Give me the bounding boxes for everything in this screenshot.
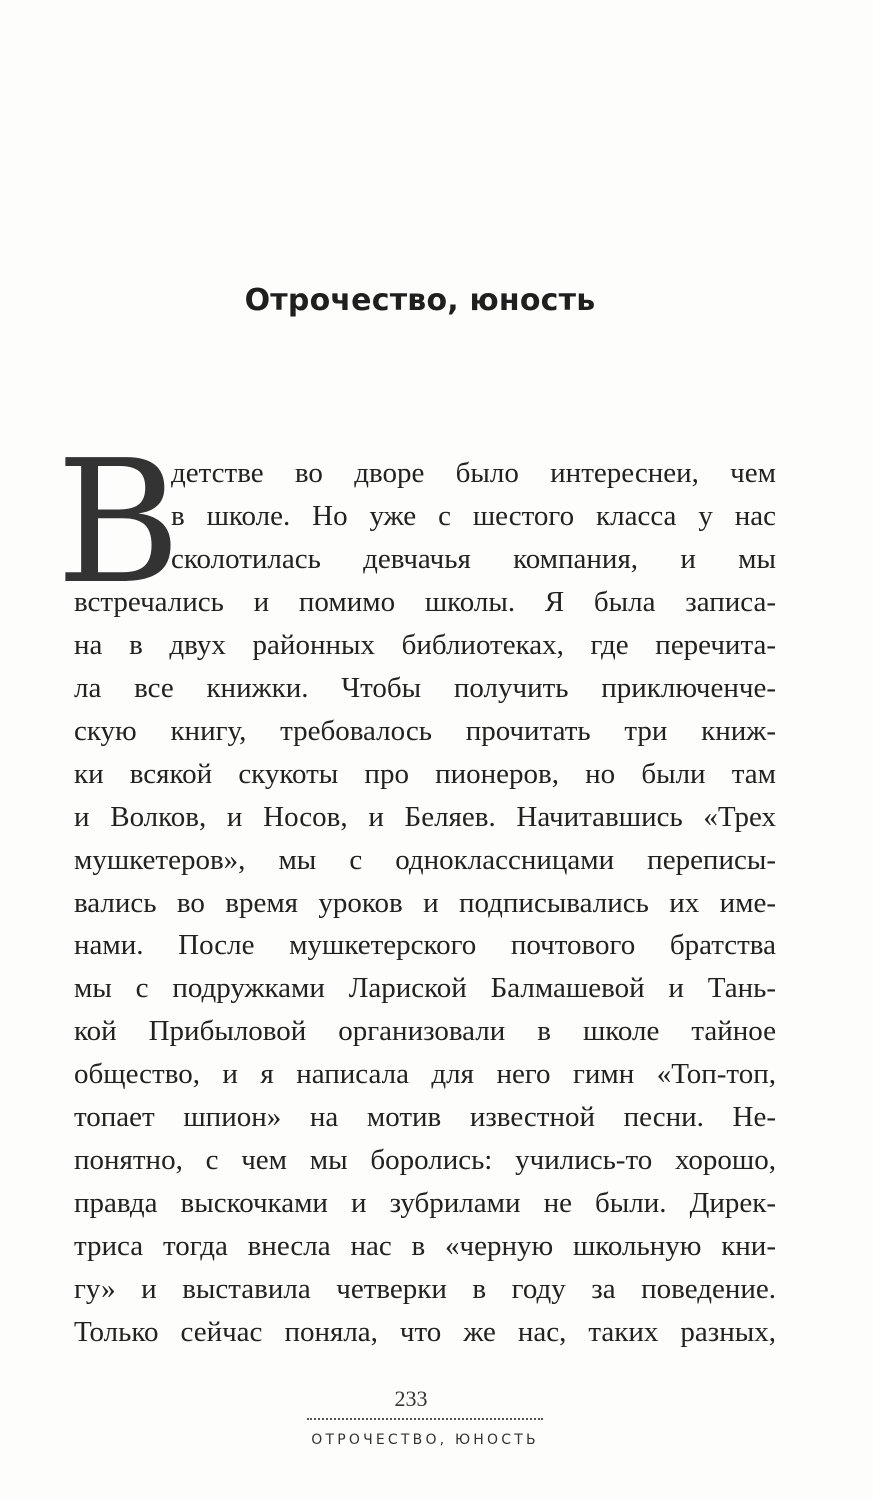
text-line: мушкетеров», мы с одноклассницами переписы- (74, 843, 776, 876)
text-line: кой Прибыловой организовали в школе тайное (74, 1015, 776, 1048)
text-line: нами. После мушкетерского почтового братства (74, 929, 776, 962)
page-number: 233 (394, 1386, 428, 1411)
text-line: ла все книжки. Чтобы получить приключенче- (74, 671, 776, 704)
drop-cap: В (56, 424, 181, 622)
text-line: мы с подружками Лариской Балмашевой и Тань- (74, 972, 776, 1005)
text-line: топает шпион» на мотив известной песни. Не- (74, 1101, 776, 1134)
footer-dotted-rule (307, 1418, 543, 1420)
chapter-title: Отрочество, юность (244, 283, 596, 318)
text-line: триса тогда внесла нас в «черную школьную кни- (74, 1230, 776, 1263)
text-line: правда выскочками и зубрилами не были. Дирек- (74, 1187, 776, 1220)
text-line: общество, и я написала для него гимн «Топ-топ, (74, 1058, 776, 1091)
text-line: скую книгу, требовалось прочитать три книж- (74, 714, 776, 747)
text-line: вались во время уроков и подписывались их име- (74, 886, 776, 919)
text-line: встречались и помимо школы. Я была записа- (74, 585, 776, 618)
text-line: на в двух районных библиотеках, где перечита- (74, 628, 776, 661)
text-line: и Волков, и Носов, и Беляев. Начитавшись «Трех (74, 800, 776, 833)
text-line: Только сейчас поняла, что же нас, таких разных, (74, 1316, 776, 1348)
text-line: сколотилась девчачья компания, и мы (171, 542, 776, 575)
text-line: в школе. Но уже с шестого класса у нас (171, 499, 776, 532)
text-line: гу» и выставила четверки в году за поведение. (74, 1273, 776, 1306)
text-line: ки всякой скукоты про пионеров, но были там (74, 757, 776, 790)
text-line: понятно, с чем мы боролись: учились-то хорошо, (74, 1144, 776, 1177)
text-line: детстве во дворе было интереснеи, чем (171, 457, 776, 489)
running-head: ОТРОЧЕСТВО, ЮНОСТЬ (311, 1432, 539, 1448)
